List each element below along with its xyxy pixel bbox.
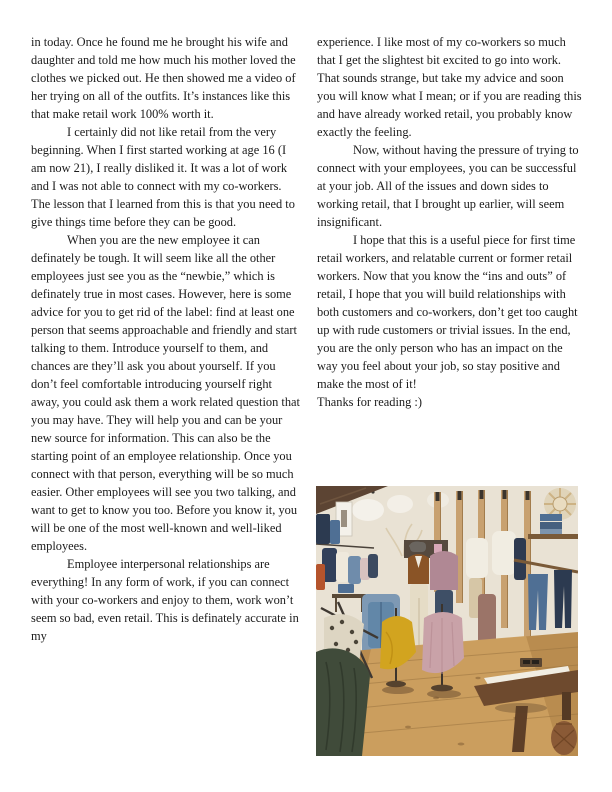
paragraph: in today. Once he found me he brought his wife and daughter and told me how much his mother loved the clothes we picked out. He then showed me a video of her trying on all of the outfits. It’s instances like this that make retail work 100% worth it.: [31, 35, 296, 121]
paragraph: Employee interpersonal relationships are everything! In any form of work, if you can connect with your co-workers and enjoy to them, work won’t seem so bad, even retail. This is definately accurate in my: [31, 557, 299, 643]
paragraph: When you are the new employee it can definately be tough. It will seem like all the other employees just see you as the “newbie,” which is definately true in most cases. However, here is some advice for you to get rid of the label: find at least one person that seems approachable and friendly and start talking to them. Introduce yourself to them, and chances are they’ll ask you about yourself. If you don’t feel comfortable introducing yourself right away, you could ask them a work related question that you may have. They will help you and can be your new source for information. This can also be the starting point of an employee relationship. Once you connect with that person, everything will be so much easier. Other employees will see you two talking, and want to get to know you too. Before you know it, you will be one of the most well-known and well-liked employees.: [31, 233, 300, 553]
text-column-left: [31, 33, 301, 645]
paragraph: I certainly did not like retail from the very beginning. When I first started working at age 16 (I am now 21), I really disliked it. It was a lot of work and I was not able to connect with my co-workers. The lesson that I learned from this is that you need to give things time before they can be good.: [31, 125, 295, 229]
text-column-right: [317, 33, 585, 411]
store-photo-image: [316, 486, 578, 756]
paragraph: experience. I like most of my co-workers so much that I get the slightest bit excited to go into work. That sounds strange, but take my advice and soon you will know what I mean; or if you are reading this and have already worked retail, you probably know exactly the feeling.: [317, 35, 582, 139]
green-knit-pile: [316, 648, 370, 756]
woven-basket: [551, 721, 577, 755]
paragraph: Now, without having the pressure of trying to connect with your employees, you can be successful at your job. All of the issues and down sides to working retail, that I brought up earlier, will seem insignificant.: [317, 143, 579, 229]
closing-line: Thanks for reading :): [317, 395, 422, 409]
paragraph: I hope that this is a useful piece for first time retail workers, and relatable current or former retail workers. Now that you know the “ins and outs” of retail, I hope that you will build relationships with both customers and co-workers, don’t get too caught up with rude customers or trivial issues. In the end, you are the only person who has an impact on the way you feel about your job, so stay positive and make the most of it!: [317, 233, 578, 391]
store-photo: [316, 486, 578, 756]
